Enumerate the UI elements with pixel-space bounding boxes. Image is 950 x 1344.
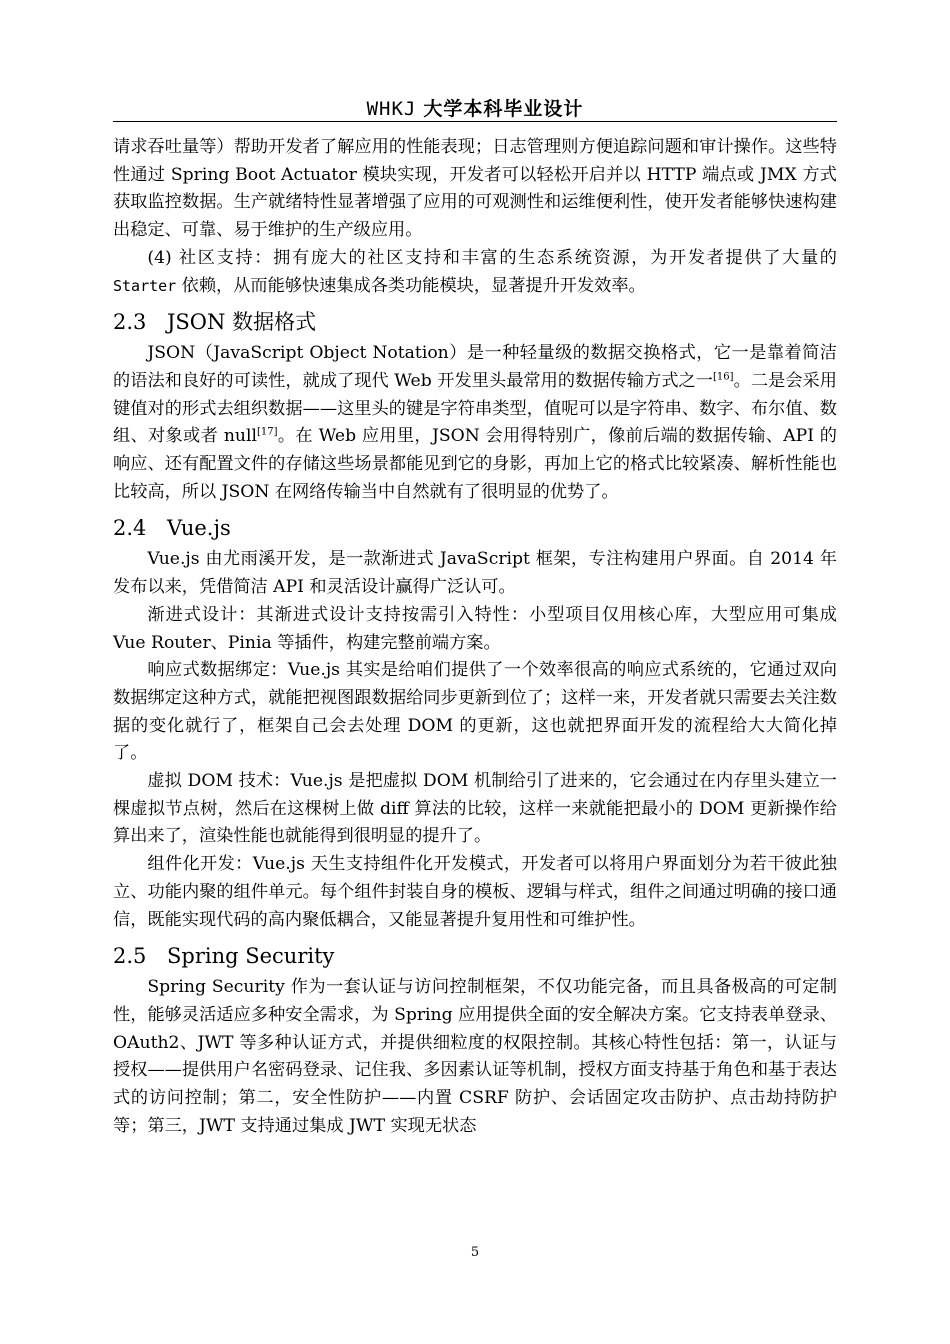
text-run: 依赖，从而能够快速集成各类功能模块，显著提升开发效率。 [176,275,646,296]
paragraph: Vue.js 由尤雨溪开发，是一款渐进式 JavaScript 框架，专注构建用户界面。自 2014 年发布以来，凭借简洁 API 和灵活设计赢得广泛认可。 [113,549,837,598]
paragraph: 组件化开发：Vue.js 天生支持组件化开发模式，开发者可以将用户界面划分为若干彼此独立、功能内聚的组件单元。每个组件封装自身的模板、逻辑与样式，组件之间通过明确的接口通信，既能实现代码的高内聚低耦合，又能显著提升复用性和可维护性。 [113,854,837,930]
page-header [0,94,950,121]
section-number: 2.4 [113,516,147,541]
text-run: 。二是会采用键值对的形式去组织数据——这里头的键是字符串类型，值呢可以是字符串、数字、布尔值、数组、对象或者 null [113,370,837,447]
header-latin: WHKJ [366,98,417,120]
text-run: Starter [113,276,177,295]
section-title: JSON 数据格式 [167,310,317,335]
body-content [113,134,837,1141]
header-rule [113,121,837,122]
section-number: 2.5 [113,944,147,969]
text-run: JSON（JavaScript Object Notation）是一种轻量级的数据交换格式，它一是靠着简洁的语法和良好的可读性，就成了现代 Web 开发里头最常用的数据传输方式之一 [113,343,837,391]
header-cjk: 大学本科毕业设计 [423,98,584,120]
paragraph: 虚拟 DOM 技术：Vue.js 是把虚拟 DOM 机制给引了进来的，它会通过在内存里头建立一棵虚拟节点树，然后在这棵树上做 diff 算法的比较，这样一来就能把最小的 DOM 更新操作给算出来了，渲染性能也就能得到很明显的提升了。 [113,771,837,847]
page-number: 5 [470,1245,480,1260]
section-title: Spring Security [167,944,335,969]
section-title: Vue.js [167,516,231,541]
paragraph: 响应式数据绑定：Vue.js 其实是给咱们提供了一个效率很高的响应式系统的，它通过双向数据绑定这种方式，就能把视图跟数据给同步更新到位了；这样一来，开发者就只需要去关注数据的变化就行了，框架自己会去处理 DOM 的更新，这也就把界面开发的流程给大大简化掉了。 [113,660,837,764]
paragraph: Spring Security 作为一套认证与访问控制框架，不仅功能完备，而且具备极高的可定制性，能够灵活适应多种安全需求，为 Spring 应用提供全面的安全解决方案。它支持表单登录、OAuth2、JWT 等多种认证方式，并提供细粒度的权限控制。其核心特性包括：第一，认证与授权——提供用户名密码登录、记住我、多因素认证等机制，授权方面支持基于角色和基于表达式的访问控制；第二，安全性防护——内置 CSRF 防护、会话固定攻击防护、点击劫持防护等；第三，JWT 支持通过集成 JWT 实现无状态 [113,977,837,1136]
text-run: 。在 Web 应用里，JSON 会用得特别广，像前后端的数据传输、API 的响应、还有配置文件的存储这些场景都能见到它的身影，再加上它的格式比较紧凑、解析性能也比较高，所以 JSON 在网络传输当中自然就有了很明显的优势了。 [113,426,837,502]
citation-ref: [16] [713,371,734,383]
text-run: (4) 社区支持：拥有庞大的社区支持和丰富的生态系统资源，为开发者提供了大量的 [147,247,837,268]
paragraph [113,245,837,300]
paragraph: 请求吞吐量等）帮助开发者了解应用的性能表现；日志管理则方便追踪问题和审计操作。这些特性通过 Spring Boot Actuator 模块实现，开发者可以轻松开启并以 HTTP 端点或 JMX 方式获取监控数据。生产就绪特性显著增强了应用的可观测性和运维便利性，使开发者能够快速构建出稳定、可靠、易于维护的生产级应用。 [113,137,837,241]
citation-ref: [17] [257,426,278,438]
section-heading [113,514,837,542]
section-heading [113,942,837,970]
section-heading [113,308,837,336]
paragraph [113,340,837,506]
section-number: 2.3 [113,310,147,335]
paragraph: 渐进式设计：其渐进式设计支持按需引入特性：小型项目仅用核心库，大型应用可集成 Vue Router、Pinia 等插件，构建完整前端方案。 [113,604,837,653]
